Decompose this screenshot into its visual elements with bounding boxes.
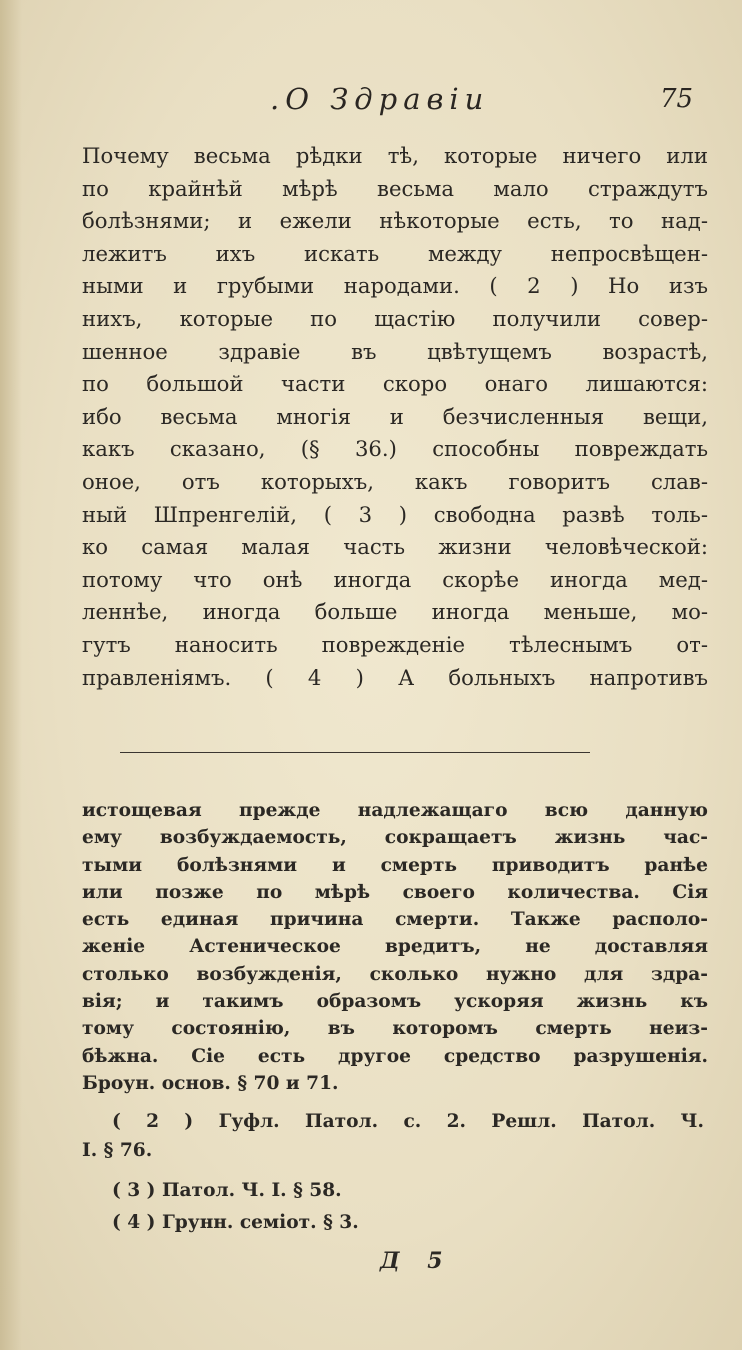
text-line: болѣзнями; и ежели нѣкоторые есть, то над- [82, 208, 708, 234]
continued-note-block [82, 797, 708, 1097]
text-line: по крайнѣй мѣрѣ весьма мало страждутъ [82, 175, 708, 201]
note-line: Броун. основ. § 70 и 71. [82, 1072, 339, 1094]
page-number: 75 [660, 84, 694, 114]
text-line: по большой части скоро онаго лишаются: [82, 371, 708, 397]
text-line: Почему весьма рѣдки тѣ, которые ничего или [82, 143, 708, 168]
page-edge-shadow [0, 0, 22, 1350]
note-line: ему возбуждаемость, сокращаетъ жизнь час- [82, 827, 708, 849]
page-header [0, 82, 742, 122]
text-line: правленіямъ. ( 4 ) А больныхъ напротивъ [82, 664, 708, 690]
text-line: ный Шпренгелій, ( 3 ) свободна развѣ толь- [82, 501, 708, 527]
running-head: .О Здравіи [270, 82, 490, 116]
text-line: лежитъ ихъ искать между непросвѣщен- [82, 240, 708, 266]
text-line: потому что онѣ иногда скорѣе иногда мед- [82, 566, 708, 592]
note-line: тому состоянію, въ которомъ смерть неиз- [82, 1018, 708, 1040]
main-text-block [82, 140, 708, 694]
footnote-separator-rule [120, 752, 590, 753]
footnote-2-line-2: I. § 76. [82, 1140, 153, 1161]
note-line: столько возбужденія, сколько нужно для здра- [82, 963, 708, 985]
text-line: шенное здравіе въ цвѣтущемъ возрастѣ, [82, 338, 708, 364]
note-line: или позже по мѣрѣ своего количества. Сія [82, 881, 708, 903]
text-line: ибо весьма многія и безчисленныя вещи, [82, 403, 708, 429]
text-line: ными и грубыми народами. ( 2 ) Но изъ [82, 273, 708, 299]
footnote-3: ( 3 ) Патол. Ч. I. § 58. [112, 1180, 342, 1201]
note-line: истощевая прежде надлежащаго всю данную [82, 800, 708, 821]
text-line: нихъ, которые по щастію получили совер- [82, 305, 708, 331]
signature-mark: Д 5 [380, 1248, 453, 1274]
footnote-4: ( 4 ) Грунн. семіот. § 3. [112, 1212, 359, 1233]
text-line: леннѣе, иногда больше иногда меньше, мо- [82, 599, 708, 625]
note-line: есть единая причина смерти. Также располо- [82, 909, 708, 931]
text-line: какъ сказано, (§ 36.) способны повреждать [82, 436, 708, 462]
footnote-2-line-1: ( 2 ) Гуфл. Патол. с. 2. Решл. Патол. Ч. [112, 1111, 704, 1132]
note-line: бѣжна. Сіе есть другое средство разрушенія. [82, 1045, 708, 1067]
note-line: тыми болѣзнями и смерть приводитъ ранѣе [82, 854, 708, 876]
note-line: вія; и такимъ образомъ ускоряя жизнь къ [82, 991, 708, 1013]
note-line: женіе Астеническое вредитъ, не доставляя [82, 936, 708, 958]
text-line: оное, отъ которыхъ, какъ говоритъ слав- [82, 468, 708, 494]
text-line: гутъ наносить поврежденіе тѣлеснымъ от- [82, 631, 708, 657]
text-line: ко самая малая часть жизни человѣческой: [82, 534, 708, 560]
